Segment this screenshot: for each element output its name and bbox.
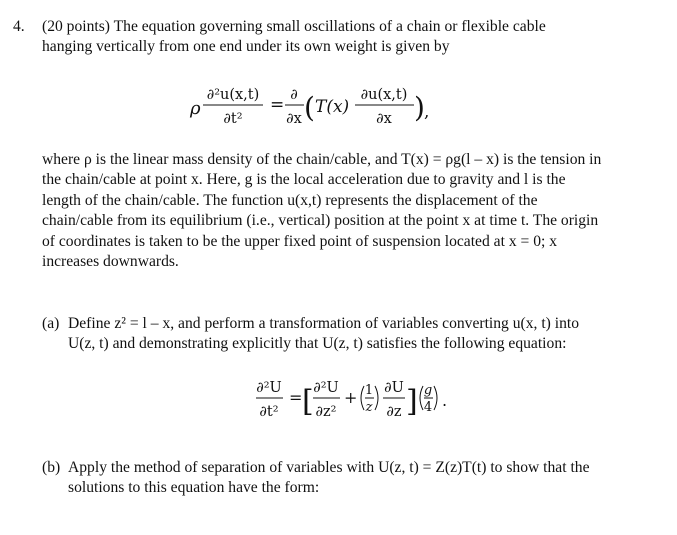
governing-equation: [190, 80, 470, 141]
term2-denominator: ∂z: [386, 404, 402, 420]
equation-comma: ,: [424, 102, 430, 122]
part-b-label: (b): [42, 459, 61, 476]
lhs-numerator: ∂²u(x,t): [206, 87, 260, 103]
problem-description: [42, 150, 601, 272]
transformed-equation: [256, 373, 466, 434]
rhs-denominator: ∂x: [376, 111, 392, 127]
description-line: where ρ is the linear mass density of the chain/cable, and T(x) = ρg(l – x) is the tension in: [42, 151, 602, 168]
factor-denominator: 4: [423, 400, 433, 415]
description-line: length of the chain/cable. The function u(x,t) represents the displacement of the: [42, 191, 538, 209]
part-a-line: U(z, t) and demonstrating explicitly that U(z, t) satisfies the following equation:: [68, 335, 567, 353]
rhs-numerator: ∂u(x,t): [360, 87, 408, 103]
right-paren: ): [414, 91, 425, 124]
lhs-denominator: ∂t²: [223, 111, 243, 127]
description-line: the chain/cable at point x. Here, g is the local acceleration due to gravity and l is the: [42, 171, 566, 189]
term1-denominator: ∂z²: [315, 404, 337, 420]
problem-intro: [42, 17, 546, 58]
description-line: increases downwards.: [42, 252, 179, 270]
plus-sign: +: [344, 388, 358, 407]
intro-line: hanging vertically from one end under its own weight is given by: [42, 38, 450, 56]
term1-numerator: ∂²U: [313, 380, 339, 396]
part-b-line: Apply the method of separation of variables with U(z, t) = Z(z)T(t) to show that the: [68, 459, 590, 476]
problem-number: 4.: [13, 18, 25, 35]
left-bracket: [: [302, 384, 314, 419]
description-line: of coordinates is taken to be the upper fixed point of suspension located at x = 0; x: [42, 232, 558, 250]
description-line: chain/cable from its equilibrium (i.e., vertical) position at the point x at time t. The origin: [42, 212, 599, 230]
factor-numerator: g: [423, 383, 433, 398]
derivative-numerator: ∂: [290, 87, 298, 103]
equals-sign: =: [270, 95, 285, 115]
intro-line: (20 points) The equation governing small oscillations of a chain or flexible cable: [42, 18, 546, 35]
reciprocal-numerator: 1: [364, 383, 374, 398]
part-b-text: [68, 458, 590, 499]
term2-numerator: ∂U: [384, 380, 404, 396]
eq2-equals: =: [289, 388, 303, 407]
left-paren: (: [304, 91, 315, 124]
reciprocal-denominator: z: [365, 400, 373, 415]
part-a-text: [68, 314, 579, 355]
part-b-line: solutions to this equation have the form:: [68, 479, 320, 497]
right-bracket: ]: [406, 384, 418, 419]
eq2-lhs-denominator: ∂t²: [259, 404, 279, 420]
eq2-period: .: [442, 391, 448, 410]
rho-symbol: ρ: [190, 98, 201, 119]
derivative-denominator: ∂x: [286, 111, 302, 127]
eq2-lhs-numerator: ∂²U: [256, 380, 282, 396]
part-a-label: (a): [42, 315, 60, 332]
tension-term: T(x): [315, 97, 350, 117]
part-a-line: Define z² = l – x, and perform a transformation of variables converting u(x, t) into: [68, 315, 580, 332]
